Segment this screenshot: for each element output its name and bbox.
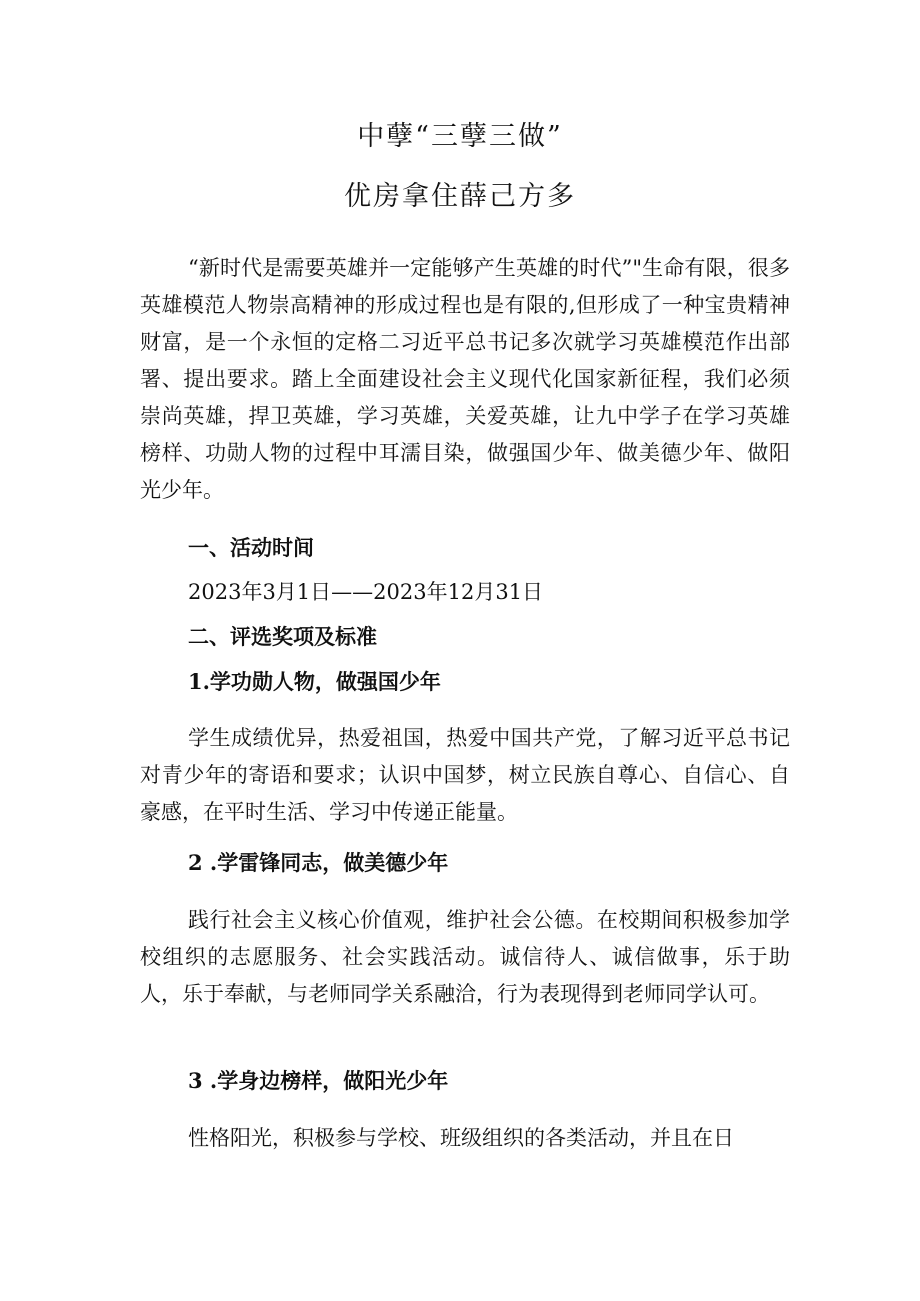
item2-body: 践行社会主义核心价值观，维护社会公德。在校期间积极参加学校组织的志愿服务、社会实践活动。诚信待人、诚信做事，乐于助人，乐于奉献，与老师同学关系融洽，行为表现得到老师同学认可。 (140, 908, 790, 1006)
item2-heading: 2 .学雷锋同志，做美德少年 (188, 850, 449, 875)
item1-heading: 1.学功勋人物，做强国少年 (188, 669, 441, 694)
item1-body: 学生成绩优异，热爱祖国，热爱中国共产党，了解习近平总书记对青少年的寄语和要求；认识中国梦，树立民族自尊心、自信心、自豪感，在平时生活、学习中传递正能量。 (140, 726, 790, 824)
item3-heading: 3 .学身边榜样，做阳光少年 (188, 1068, 449, 1093)
section1-heading: 一、活动时间 (188, 535, 314, 560)
document-title-line1: 中孽“三孽三做” (357, 121, 563, 152)
document-title-line2: 优房拿住薛己方多 (344, 181, 576, 212)
intro-paragraph: “新时代是需要英雄并一定能够产生英雄的时代”"生命有限，很多英雄模范人物崇高精神的形成过程也是有限的,但形成了一种宝贵精神财富，是一个永恒的定格二习近平总书记多次就学习英雄模范作出部署、提出要求。踏上全面建设社会主义现代化国家新征程，我们必须崇尚英雄，捍卫英雄，学习英雄，关爱英雄，让九中学子在学习英雄榜样、功勋人物的过程中耳濡目染，做强国少年、做美德少年、做阳光少年。 (140, 256, 790, 502)
activity-dates: 2023年3月1日——2023年12月31日 (188, 580, 544, 604)
section2-heading: 二、评选奖项及标准 (188, 624, 377, 649)
item3-body: 性格阳光，积极参与学校、班级组织的各类活动，并且在日 (188, 1126, 734, 1150)
